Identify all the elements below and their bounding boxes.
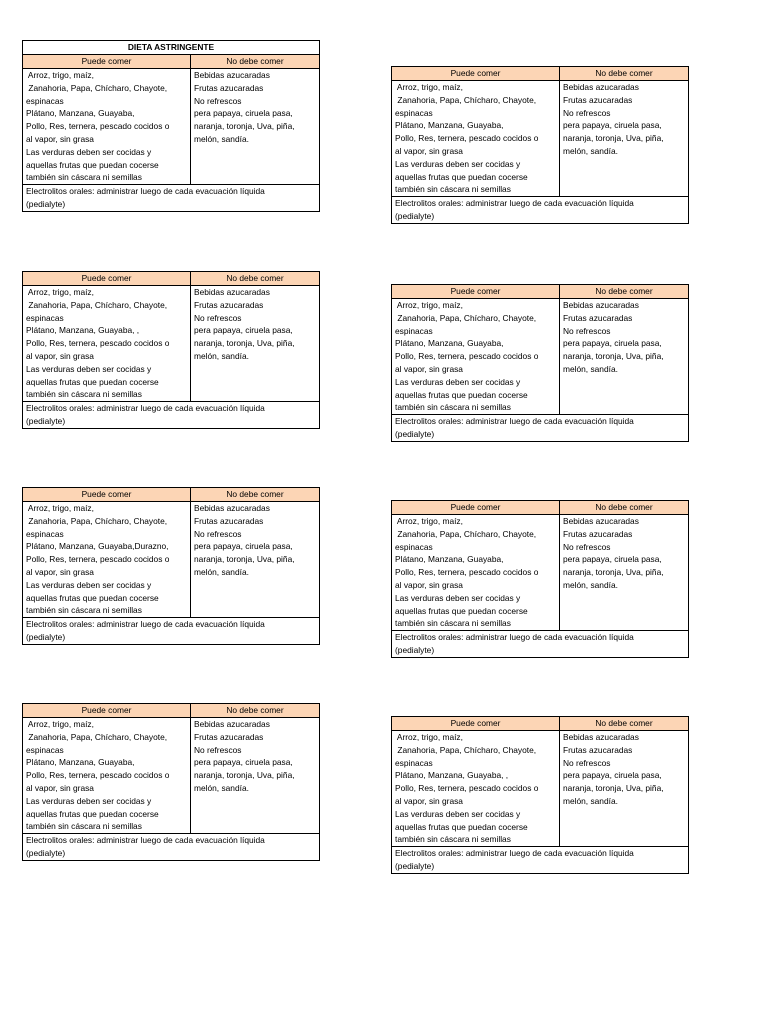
diet-card bbox=[391, 66, 689, 224]
can-eat-line: Zanahoria, Papa, Chícharo, Chayote, bbox=[26, 515, 168, 526]
cannot-eat-line: naranja, toronja, Uva, piña, bbox=[194, 770, 295, 781]
column-header-row bbox=[23, 272, 319, 286]
cannot-eat-line: naranja, toronja, Uva, piña, bbox=[563, 133, 664, 144]
can-eat-line: Arroz, trigo, maíz, bbox=[395, 516, 463, 526]
electrolytes-note bbox=[23, 185, 319, 211]
cannot-eat-line: No refrescos bbox=[563, 107, 611, 118]
cannot-eat-list bbox=[560, 81, 688, 196]
cannot-eat-header: No debe comer bbox=[595, 718, 653, 728]
can-eat-line: al vapor, sin grasa bbox=[26, 350, 94, 361]
diet-card bbox=[22, 487, 320, 645]
can-eat-line: aquellas frutas que puedan cocerse bbox=[395, 171, 528, 182]
can-eat-list bbox=[392, 515, 560, 630]
cannot-eat-list bbox=[560, 515, 688, 630]
cannot-eat-header: No debe comer bbox=[595, 286, 653, 296]
can-eat-line: espinacas bbox=[395, 541, 433, 552]
cannot-eat-line: pera papaya, ciruela pasa, bbox=[194, 541, 293, 552]
can-eat-line: Zanahoria, Papa, Chícharo, Chayote, bbox=[395, 312, 537, 323]
column-header-row bbox=[23, 488, 319, 502]
diet-lists bbox=[23, 69, 319, 185]
electrolytes-line: (pedialyte) bbox=[26, 415, 66, 426]
can-eat-header: Puede comer bbox=[392, 501, 560, 514]
can-eat-line: Arroz, trigo, maíz, bbox=[395, 82, 463, 92]
can-eat-list bbox=[23, 69, 191, 184]
can-eat-line: aquellas frutas que puedan cocerse bbox=[26, 376, 159, 387]
cannot-eat-line: Bebidas azucaradas bbox=[194, 503, 270, 513]
electrolytes-line: Electrolitos orales: administrar luego de cada evacuación líquida bbox=[26, 619, 265, 630]
cannot-eat-line: naranja, toronja, Uva, piña, bbox=[194, 554, 295, 565]
can-eat-line: también sin cáscara ni semillas bbox=[395, 184, 511, 195]
can-eat-line: Pollo, Res, ternera, pescado cocidos o bbox=[395, 351, 539, 362]
diet-title: DIETA ASTRINGENTE bbox=[23, 41, 319, 55]
cannot-eat-header: No debe comer bbox=[226, 489, 284, 499]
column-header-row bbox=[23, 55, 319, 69]
can-eat-line: espinacas bbox=[395, 107, 433, 118]
diet-lists bbox=[392, 299, 688, 415]
can-eat-list bbox=[23, 502, 191, 617]
cannot-eat-line: melón, sandía. bbox=[194, 782, 249, 793]
can-eat-list bbox=[392, 731, 560, 846]
can-eat-list bbox=[23, 718, 191, 833]
cannot-eat-list bbox=[560, 299, 688, 414]
can-eat-line: Plátano, Manzana, Guayaba, , bbox=[395, 770, 509, 781]
cannot-eat-header: No debe comer bbox=[595, 502, 653, 512]
electrolytes-note bbox=[392, 847, 688, 873]
cannot-eat-line: melón, sandía. bbox=[563, 795, 618, 806]
electrolytes-note bbox=[392, 415, 688, 441]
can-eat-line: aquellas frutas que puedan cocerse bbox=[26, 592, 159, 603]
cannot-eat-line: Frutas azucaradas bbox=[194, 299, 264, 310]
can-eat-line: Arroz, trigo, maíz, bbox=[26, 503, 94, 513]
electrolytes-note bbox=[23, 618, 319, 644]
can-eat-line: Plátano, Manzana, Guayaba, , bbox=[26, 325, 140, 336]
cannot-eat-line: pera papaya, ciruela pasa, bbox=[194, 108, 293, 119]
electrolytes-note bbox=[392, 631, 688, 657]
can-eat-line: Plátano, Manzana, Guayaba, bbox=[395, 554, 504, 565]
electrolytes-line: Electrolitos orales: administrar luego de cada evacuación líquida bbox=[26, 835, 265, 846]
diet-card bbox=[391, 284, 689, 442]
column-header-row bbox=[392, 501, 688, 515]
cannot-eat-line: melón, sandía. bbox=[194, 133, 249, 144]
column-header-row bbox=[392, 67, 688, 81]
cannot-eat-line: melón, sandía. bbox=[194, 566, 249, 577]
can-eat-line: Las verduras deben ser cocidas y bbox=[26, 795, 152, 806]
cannot-eat-line: Frutas azucaradas bbox=[194, 515, 264, 526]
can-eat-line: aquellas frutas que puedan cocerse bbox=[395, 605, 528, 616]
can-eat-line: Zanahoria, Papa, Chícharo, Chayote, bbox=[26, 299, 168, 310]
can-eat-line: aquellas frutas que puedan cocerse bbox=[395, 389, 528, 400]
can-eat-line: al vapor, sin grasa bbox=[395, 145, 463, 156]
diet-lists bbox=[392, 81, 688, 197]
electrolytes-line: (pedialyte) bbox=[395, 428, 435, 439]
diet-card bbox=[22, 40, 320, 212]
can-eat-line: Zanahoria, Papa, Chícharo, Chayote, bbox=[395, 94, 537, 105]
can-eat-line: Zanahoria, Papa, Chícharo, Chayote, bbox=[395, 744, 537, 755]
cannot-eat-line: pera papaya, ciruela pasa, bbox=[563, 338, 662, 349]
can-eat-line: al vapor, sin grasa bbox=[26, 782, 94, 793]
cannot-eat-line: pera papaya, ciruela pasa, bbox=[563, 120, 662, 131]
cannot-eat-line: Bebidas azucaradas bbox=[563, 516, 639, 526]
can-eat-line: espinacas bbox=[395, 325, 433, 336]
cannot-eat-line: No refrescos bbox=[563, 757, 611, 768]
cannot-eat-line: naranja, toronja, Uva, piña, bbox=[194, 338, 295, 349]
cannot-eat-line: No refrescos bbox=[563, 541, 611, 552]
can-eat-line: también sin cáscara ni semillas bbox=[26, 821, 142, 832]
cannot-eat-line: melón, sandía. bbox=[563, 363, 618, 374]
diet-card bbox=[22, 271, 320, 429]
diet-card bbox=[391, 500, 689, 658]
electrolytes-line: Electrolitos orales: administrar luego de cada evacuación líquida bbox=[395, 848, 634, 859]
can-eat-line: Pollo, Res, ternera, pescado cocidos o bbox=[26, 338, 170, 349]
can-eat-line: Pollo, Res, ternera, pescado cocidos o bbox=[26, 770, 170, 781]
cannot-eat-list bbox=[191, 718, 319, 833]
electrolytes-line: Electrolitos orales: administrar luego de cada evacuación líquida bbox=[26, 186, 265, 197]
can-eat-line: Las verduras deben ser cocidas y bbox=[26, 146, 152, 157]
can-eat-list bbox=[392, 299, 560, 414]
cannot-eat-line: No refrescos bbox=[194, 312, 242, 323]
cannot-eat-line: Bebidas azucaradas bbox=[194, 287, 270, 297]
can-eat-line: también sin cáscara ni semillas bbox=[26, 172, 142, 183]
cannot-eat-line: No refrescos bbox=[563, 325, 611, 336]
can-eat-line: Zanahoria, Papa, Chícharo, Chayote, bbox=[395, 528, 537, 539]
can-eat-line: Plátano, Manzana, Guayaba, bbox=[395, 120, 504, 131]
diet-lists bbox=[392, 731, 688, 847]
cannot-eat-line: naranja, toronja, Uva, piña, bbox=[563, 567, 664, 578]
can-eat-line: también sin cáscara ni semillas bbox=[395, 402, 511, 413]
can-eat-line: Zanahoria, Papa, Chícharo, Chayote, bbox=[26, 82, 168, 93]
cannot-eat-list bbox=[191, 69, 319, 184]
cannot-eat-line: naranja, toronja, Uva, piña, bbox=[194, 121, 295, 132]
cannot-eat-header: No debe comer bbox=[226, 273, 284, 283]
can-eat-header: Puede comer bbox=[392, 717, 560, 730]
can-eat-line: Arroz, trigo, maíz, bbox=[395, 732, 463, 742]
can-eat-line: espinacas bbox=[26, 312, 64, 323]
column-header-row bbox=[392, 285, 688, 299]
can-eat-line: también sin cáscara ni semillas bbox=[395, 834, 511, 845]
can-eat-line: Las verduras deben ser cocidas y bbox=[395, 376, 521, 387]
cannot-eat-header: No debe comer bbox=[226, 705, 284, 715]
electrolytes-line: Electrolitos orales: administrar luego de cada evacuación líquida bbox=[395, 198, 634, 209]
can-eat-line: espinacas bbox=[26, 95, 64, 106]
cannot-eat-line: Frutas azucaradas bbox=[563, 744, 633, 755]
can-eat-header: Puede comer bbox=[23, 272, 191, 285]
can-eat-line: Las verduras deben ser cocidas y bbox=[395, 592, 521, 603]
electrolytes-line: (pedialyte) bbox=[395, 860, 435, 871]
diet-lists bbox=[392, 515, 688, 631]
can-eat-line: Zanahoria, Papa, Chícharo, Chayote, bbox=[26, 731, 168, 742]
cannot-eat-line: pera papaya, ciruela pasa, bbox=[563, 554, 662, 565]
cannot-eat-line: Frutas azucaradas bbox=[194, 731, 264, 742]
cannot-eat-header: No debe comer bbox=[595, 68, 653, 78]
diet-card bbox=[391, 716, 689, 874]
cannot-eat-line: Bebidas azucaradas bbox=[563, 82, 639, 92]
electrolytes-line: Electrolitos orales: administrar luego de cada evacuación líquida bbox=[26, 403, 265, 414]
electrolytes-note bbox=[23, 834, 319, 860]
electrolytes-line: (pedialyte) bbox=[395, 210, 435, 221]
electrolytes-note bbox=[23, 402, 319, 428]
cannot-eat-line: naranja, toronja, Uva, piña, bbox=[563, 783, 664, 794]
diet-lists bbox=[23, 286, 319, 402]
can-eat-line: Pollo, Res, ternera, pescado cocidos o bbox=[26, 121, 170, 132]
can-eat-header: Puede comer bbox=[23, 55, 191, 68]
cannot-eat-line: No refrescos bbox=[194, 528, 242, 539]
cannot-eat-line: naranja, toronja, Uva, piña, bbox=[563, 351, 664, 362]
diet-lists bbox=[23, 502, 319, 618]
can-eat-line: Pollo, Res, ternera, pescado cocidos o bbox=[26, 554, 170, 565]
cannot-eat-line: pera papaya, ciruela pasa, bbox=[194, 757, 293, 768]
electrolytes-line: (pedialyte) bbox=[26, 198, 66, 209]
can-eat-line: Arroz, trigo, maíz, bbox=[26, 287, 94, 297]
can-eat-line: Pollo, Res, ternera, pescado cocidos o bbox=[395, 783, 539, 794]
cannot-eat-line: pera papaya, ciruela pasa, bbox=[194, 325, 293, 336]
cannot-eat-line: Frutas azucaradas bbox=[563, 528, 633, 539]
diet-card bbox=[22, 703, 320, 861]
can-eat-line: al vapor, sin grasa bbox=[395, 363, 463, 374]
can-eat-line: Las verduras deben ser cocidas y bbox=[26, 363, 152, 374]
can-eat-list bbox=[392, 81, 560, 196]
can-eat-line: al vapor, sin grasa bbox=[395, 795, 463, 806]
cannot-eat-line: Frutas azucaradas bbox=[563, 94, 633, 105]
electrolytes-line: Electrolitos orales: administrar luego de cada evacuación líquida bbox=[395, 632, 634, 643]
cannot-eat-line: Bebidas azucaradas bbox=[563, 732, 639, 742]
electrolytes-line: Electrolitos orales: administrar luego de cada evacuación líquida bbox=[395, 416, 634, 427]
electrolytes-note bbox=[392, 197, 688, 223]
can-eat-line: espinacas bbox=[26, 744, 64, 755]
cannot-eat-list bbox=[560, 731, 688, 846]
can-eat-line: espinacas bbox=[26, 528, 64, 539]
can-eat-line: Plátano, Manzana, Guayaba, bbox=[26, 757, 135, 768]
cannot-eat-line: melón, sandía. bbox=[563, 579, 618, 590]
can-eat-list bbox=[23, 286, 191, 401]
cannot-eat-line: Bebidas azucaradas bbox=[194, 70, 270, 80]
can-eat-line: Las verduras deben ser cocidas y bbox=[26, 579, 152, 590]
can-eat-header: Puede comer bbox=[23, 704, 191, 717]
can-eat-line: Arroz, trigo, maíz, bbox=[395, 300, 463, 310]
can-eat-line: también sin cáscara ni semillas bbox=[26, 389, 142, 400]
can-eat-line: Arroz, trigo, maíz, bbox=[26, 70, 94, 80]
electrolytes-line: (pedialyte) bbox=[26, 847, 66, 858]
can-eat-line: al vapor, sin grasa bbox=[26, 566, 94, 577]
cannot-eat-header: No debe comer bbox=[226, 56, 284, 66]
can-eat-line: aquellas frutas que puedan cocerse bbox=[26, 808, 159, 819]
can-eat-line: Pollo, Res, ternera, pescado cocidos o bbox=[395, 133, 539, 144]
can-eat-header: Puede comer bbox=[392, 285, 560, 298]
can-eat-line: Plátano, Manzana, Guayaba, bbox=[395, 338, 504, 349]
can-eat-line: también sin cáscara ni semillas bbox=[395, 618, 511, 629]
diet-lists bbox=[23, 718, 319, 834]
can-eat-line: aquellas frutas que puedan cocerse bbox=[395, 821, 528, 832]
can-eat-header: Puede comer bbox=[392, 67, 560, 80]
cannot-eat-list bbox=[191, 286, 319, 401]
electrolytes-line: (pedialyte) bbox=[26, 631, 66, 642]
electrolytes-line: (pedialyte) bbox=[395, 644, 435, 655]
cannot-eat-line: melón, sandía. bbox=[194, 350, 249, 361]
can-eat-line: Pollo, Res, ternera, pescado cocidos o bbox=[395, 567, 539, 578]
can-eat-header: Puede comer bbox=[23, 488, 191, 501]
cannot-eat-line: pera papaya, ciruela pasa, bbox=[563, 770, 662, 781]
cannot-eat-line: Frutas azucaradas bbox=[194, 82, 264, 93]
can-eat-line: también sin cáscara ni semillas bbox=[26, 605, 142, 616]
can-eat-line: Las verduras deben ser cocidas y bbox=[395, 158, 521, 169]
cannot-eat-line: No refrescos bbox=[194, 95, 242, 106]
cannot-eat-line: Frutas azucaradas bbox=[563, 312, 633, 323]
can-eat-line: al vapor, sin grasa bbox=[395, 579, 463, 590]
column-header-row bbox=[392, 717, 688, 731]
cannot-eat-line: Bebidas azucaradas bbox=[194, 719, 270, 729]
cannot-eat-list bbox=[191, 502, 319, 617]
can-eat-line: Plátano, Manzana, Guayaba, bbox=[26, 108, 135, 119]
cannot-eat-line: melón, sandía. bbox=[563, 145, 618, 156]
can-eat-line: aquellas frutas que puedan cocerse bbox=[26, 159, 159, 170]
can-eat-line: espinacas bbox=[395, 757, 433, 768]
cannot-eat-line: Bebidas azucaradas bbox=[563, 300, 639, 310]
can-eat-line: al vapor, sin grasa bbox=[26, 133, 94, 144]
can-eat-line: Las verduras deben ser cocidas y bbox=[395, 808, 521, 819]
cannot-eat-line: No refrescos bbox=[194, 744, 242, 755]
can-eat-line: Arroz, trigo, maíz, bbox=[26, 719, 94, 729]
column-header-row bbox=[23, 704, 319, 718]
can-eat-line: Plátano, Manzana, Guayaba,Durazno, bbox=[26, 541, 169, 552]
